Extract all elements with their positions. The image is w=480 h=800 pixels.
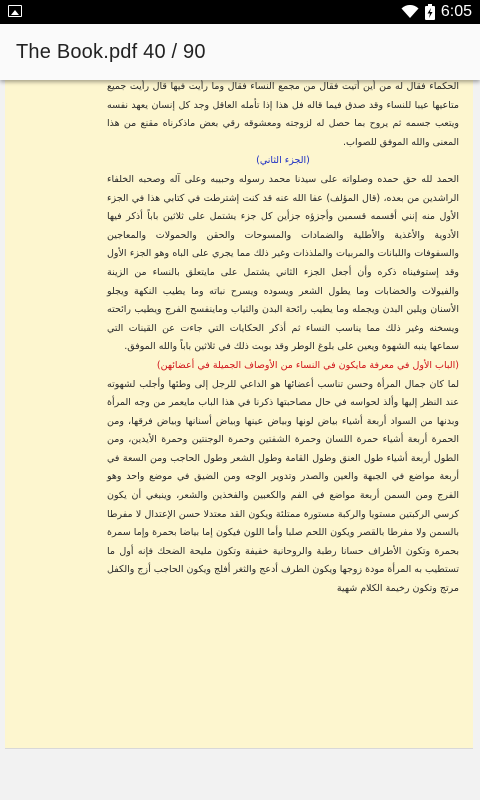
paragraph-chapter-body: لما كان جمال المرأة وحسن تناسب أعضائها هو الداعي للرجل إلى وطئها وأجلب لشهوته عند النظر إليها وألذ لحواسه في حال مصاحبتها ذكرنا في هذا الباب مايعمر من وجه المرأة وبدنها من السواد أربعة أشياء بياض لونها وبياض عينها وبياض أسنانها وبياض فرقها، ومن الحمرة أربعة أشياء حمرة اللسان وحمرة الشفتين وحمرة الوجنتين وحمرة الأيدين، ومن الطول أربعة أشياء طول العنق وطول القامة وطول الشعر وطول الحاجب ومن السعة في أربعة مواضع في الجبهة والعين والصدر وتدوير الوجه ومن الضيق في موضع واحد وهو الفرج ومن السمن أربعة مواضع في الفم والكعبين والفخذين والشعر، وينبغي أن يكون كرسي الركبتين مستويا والركبة مستورة ممتلئة ويكون القد معتدلا حسن الإعتدال لا مفرطا بالسمن ولا مفرطا بالقصر ويكون اللحم صلبا وأما اللون فيكون إما بياضا بحمرة وإما سمرة بحمرة وتكون الأطراف حسانا رطبة والروحانية خفيفة وتكون مليحة الضحك فإنه أول ما تستطيب به المرأة مودة زوجها ويكون الطرف أدعج والثغر أفلج ويكون الحاجب أزج والكفل مرتج وتكون رخيمة الكلام شهية	[107, 378, 459, 595]
next-page-edge	[5, 748, 473, 749]
notification-image-icon	[8, 5, 22, 17]
document-title: The Book.pdf 40 / 90	[16, 41, 206, 63]
page-text	[107, 80, 459, 599]
app-bar	[0, 24, 480, 80]
paragraph-preface: الحمد لله حق حمده وصلواته على سيدنا محمد رسوله وحبيبه وعلى آله وصحبه الخلفاء الراشدين من بعده، (قال المؤلف) عفا الله عنه قد كنت إشترطت في كتابي هذا في الجزء الأول منه إنني أقسمه قسمين وأجزؤه جزأين كل جزء يشتمل على ثلاثين باباً أذكر فيها الأدوية والأغذية والأطلية والضمادات والمسوحات والحقن والحمولات والمعاجين والسفوفات واللبانات والمربيات والملذذات وغير ذلك مما يجري على الباه وهو الجزء الأول وقد إستوفيناه ذكره وأن أجعل الجزء الثاني يشتمل على مايتعلق بالنساء من الزينة والفيولات والخضابات وما يطول الشعر ويسوده ويسرح نباته وما يطيب النكهة ويجلو الأسنان ويلين البدن ويجمله وما يطيب رائحة البدن والثياب وماينفسح الفرج ويطيب رائحته ويسخنه وغير ذلك مما يناسب النساء ثم أذكر الحكايات التي جاءت عن القينات التي سماعها ينبه الشهوة ويعين على بلوغ الوطر وقد بوبت ذلك في ثلاثين باباً والله الموفق.	[107, 173, 459, 353]
chapter-heading: (الباب الأول في معرفة مايكون في النساء من الأوصاف الجميلة في أعضائهن)	[156, 359, 459, 371]
pdf-page[interactable]	[5, 80, 473, 748]
page-gap	[0, 748, 480, 800]
document-viewport[interactable]	[0, 80, 480, 748]
section-heading-part-two: (الجزء الثاني)	[256, 155, 310, 167]
paragraph-intro: الحكماء فقال له من أين أتيت فقال من مجمع النساء فقال وما رأيت فيها قال رأيت جميع متاعيها عيبا للنساء وقد صدق فيما قاله فل هذا إذا تأمله العاقل وجد كل إنسان يعهد نفسه ويتعب جسمه ثم يروح بما حصل له لزوجته ومعشوقه رقي بعض ماذكرناه مقنع من هذا المعنى والله الموفق للصواب.	[107, 81, 459, 148]
wifi-icon	[401, 5, 419, 19]
status-icons	[401, 0, 472, 24]
status-bar	[0, 0, 480, 24]
battery-charging-icon	[425, 4, 435, 20]
status-time: 6:05	[440, 3, 472, 20]
